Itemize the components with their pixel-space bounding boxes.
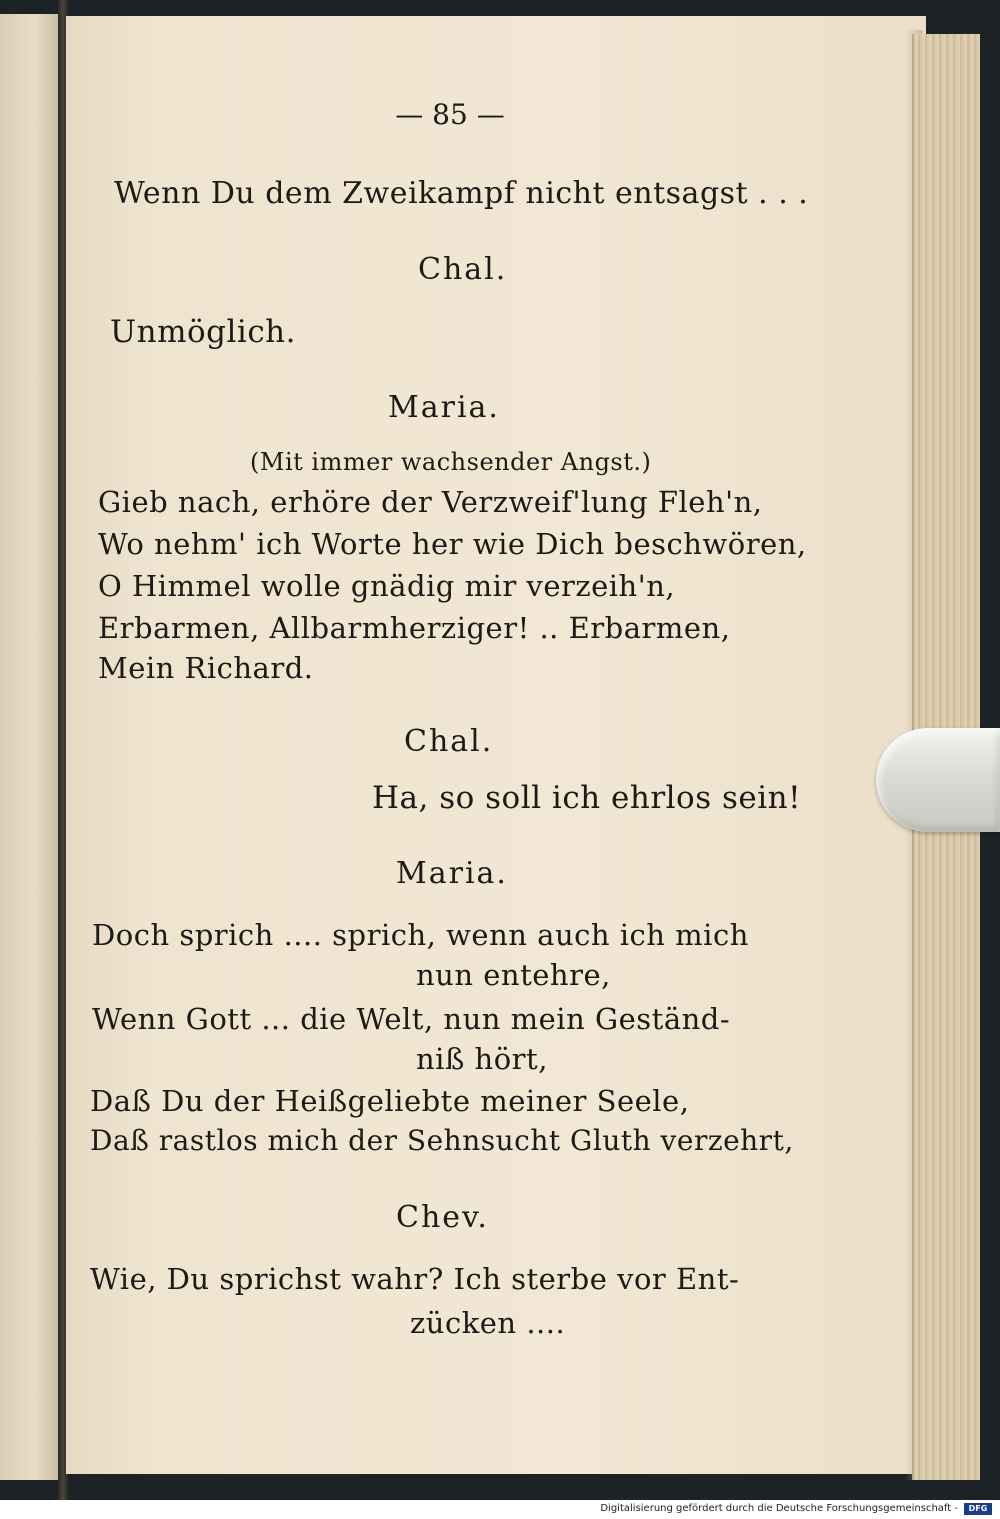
speaker-name: Maria. bbox=[388, 390, 500, 425]
verse-line: Daß Du der Heißgeliebte meiner Seele, bbox=[90, 1084, 690, 1118]
book-page bbox=[66, 16, 926, 1474]
previous-page-edge bbox=[0, 14, 61, 1480]
verse-line: Wenn Du dem Zweikampf nicht entsagst . . . bbox=[114, 176, 809, 211]
stage-direction: (Mit immer wachsender Angst.) bbox=[250, 448, 652, 476]
verse-line: Wo nehm' ich Worte her wie Dich beschwören, bbox=[98, 527, 807, 561]
verse-line: Mein Richard. bbox=[98, 651, 314, 685]
verse-line: O Himmel wolle gnädig mir verzeih'n, bbox=[98, 569, 676, 603]
verse-line: Daß rastlos mich der Sehnsucht Gluth verzehrt, bbox=[90, 1124, 794, 1157]
verse-line: Wenn Gott ... die Welt, nun mein Geständ- bbox=[92, 1002, 731, 1036]
glass-weight bbox=[876, 728, 1000, 832]
speaker-name: Chev. bbox=[396, 1200, 489, 1235]
speaker-name: Maria. bbox=[396, 856, 508, 891]
verse-line: Unmöglich. bbox=[110, 314, 297, 350]
verse-line: Erbarmen, Allbarmherziger! .. Erbarmen, bbox=[98, 611, 731, 645]
verse-line: niß hört, bbox=[416, 1042, 548, 1076]
verse-line: Doch sprich .... sprich, wenn auch ich mich bbox=[92, 918, 749, 952]
verse-line: nun entehre, bbox=[416, 958, 611, 992]
verse-line: Ha, so soll ich ehrlos sein! bbox=[372, 780, 802, 816]
verse-line: zücken .... bbox=[410, 1306, 566, 1340]
dfg-logo: DFG bbox=[964, 1503, 992, 1515]
speaker-name: Chal. bbox=[404, 724, 494, 759]
verse-line: Wie, Du sprichst wahr? Ich sterbe vor Ent- bbox=[90, 1262, 740, 1296]
speaker-name: Chal. bbox=[418, 252, 508, 287]
verse-line: Gieb nach, erhöre der Verzweif'lung Fleh'n, bbox=[98, 485, 763, 519]
page-number: — 85 — bbox=[395, 98, 505, 131]
footer-bar bbox=[0, 1500, 1000, 1519]
funding-credit: Digitalisierung gefördert durch die Deutsche Forschungsgemeinschaft - bbox=[600, 1503, 958, 1514]
